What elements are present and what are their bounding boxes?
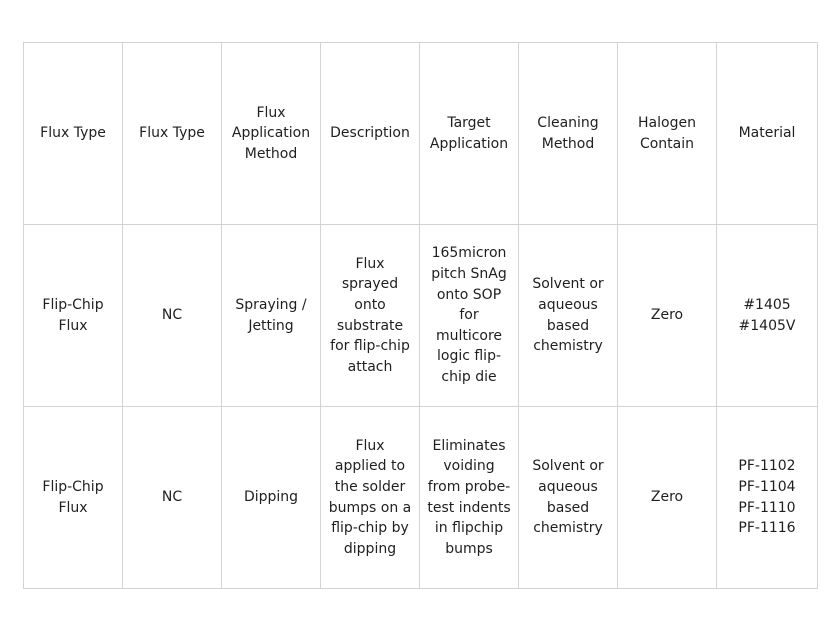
header-text: Cleaning bbox=[537, 114, 599, 131]
cell-text: Dipping bbox=[243, 489, 299, 506]
header-text: Halogen bbox=[638, 114, 696, 131]
cell-text: flip-chip by bbox=[331, 520, 409, 537]
cell-text: logic flip- bbox=[436, 348, 502, 365]
cell-text: aqueous bbox=[538, 296, 598, 313]
cell-target-application bbox=[420, 407, 519, 589]
header-text: Target bbox=[447, 114, 491, 131]
cell-text: chip die bbox=[441, 368, 497, 385]
header-text: Application bbox=[231, 125, 311, 142]
cell-description bbox=[321, 225, 420, 407]
header-cell-description bbox=[321, 43, 420, 225]
cell-target-application bbox=[420, 225, 519, 407]
cell-text: in flipchip bbox=[434, 520, 504, 537]
cell-text: Solvent or bbox=[532, 458, 604, 475]
cell-text: Flux bbox=[58, 317, 88, 334]
cell-text: chemistry bbox=[533, 520, 603, 537]
cell-text: the solder bbox=[334, 478, 406, 495]
header-text: Description bbox=[330, 125, 410, 142]
header-cell-application-method bbox=[222, 43, 321, 225]
cell-text: Jetting bbox=[248, 317, 294, 334]
cell-text: Solvent or bbox=[532, 276, 604, 293]
cell-text: Spraying / bbox=[235, 296, 307, 313]
header-text: Method bbox=[541, 135, 595, 152]
cell-text: for flip-chip bbox=[330, 338, 410, 355]
header-text: Flux Type bbox=[40, 125, 106, 142]
cell-text: from probe- bbox=[427, 478, 511, 495]
header-text: Flux bbox=[256, 104, 286, 121]
cell-description bbox=[321, 407, 420, 589]
cell-flux-type-2 bbox=[123, 225, 222, 407]
cell-text: Zero bbox=[650, 307, 684, 324]
header-text: Material bbox=[738, 125, 796, 142]
cell-text: Zero bbox=[650, 489, 684, 506]
header-text: Contain bbox=[639, 135, 695, 152]
header-text: Application bbox=[429, 135, 509, 152]
cell-flux-type bbox=[24, 407, 123, 589]
cell-text: based bbox=[546, 317, 590, 334]
cell-text: onto bbox=[354, 296, 386, 313]
cell-text: for bbox=[459, 307, 479, 324]
cell-text: dipping bbox=[343, 540, 397, 557]
cell-text: substrate bbox=[336, 317, 404, 334]
cell-text: applied to bbox=[334, 458, 406, 475]
cell-text: test indents bbox=[427, 499, 511, 516]
header-cell-flux-type-2 bbox=[123, 43, 222, 225]
cell-text: Flux bbox=[355, 255, 385, 272]
cell-text: Flux bbox=[58, 499, 88, 516]
cell-text: aqueous bbox=[538, 478, 598, 495]
cell-text: chemistry bbox=[533, 338, 603, 355]
cell-text: bumps on a bbox=[328, 499, 412, 516]
cell-material bbox=[717, 225, 818, 407]
cell-application-method bbox=[222, 407, 321, 589]
cell-text: NC bbox=[161, 489, 183, 506]
cell-cleaning-method bbox=[519, 225, 618, 407]
cell-text: PF-1102 bbox=[738, 458, 796, 475]
cell-text: pitch SnAg bbox=[431, 266, 507, 283]
cell-flux-type-2 bbox=[123, 407, 222, 589]
header-cell-flux-type bbox=[24, 43, 123, 225]
cell-halogen-contain bbox=[618, 407, 717, 589]
cell-text: based bbox=[546, 499, 590, 516]
cell-application-method bbox=[222, 225, 321, 407]
cell-material bbox=[717, 407, 818, 589]
cell-text: Flip-Chip bbox=[42, 478, 104, 495]
header-cell-material bbox=[717, 43, 818, 225]
cell-text: 165micron bbox=[431, 245, 507, 262]
header-text: Flux Type bbox=[139, 125, 205, 142]
cell-text: sprayed bbox=[341, 276, 399, 293]
cell-text: NC bbox=[161, 307, 183, 324]
header-row bbox=[24, 43, 818, 225]
cell-halogen-contain bbox=[618, 225, 717, 407]
cell-text: voiding bbox=[443, 458, 495, 475]
cell-text: bumps bbox=[445, 540, 493, 557]
cell-text: multicore bbox=[435, 327, 503, 344]
cell-text: PF-1104 bbox=[738, 478, 796, 495]
cell-text: Flip-Chip bbox=[42, 296, 104, 313]
header-cell-cleaning-method bbox=[519, 43, 618, 225]
cell-flux-type bbox=[24, 225, 123, 407]
cell-text: #1405 bbox=[743, 296, 791, 313]
header-cell-target-application bbox=[420, 43, 519, 225]
table-row bbox=[24, 225, 818, 407]
table-row bbox=[24, 407, 818, 589]
header-text: Method bbox=[244, 145, 298, 162]
cell-text: PF-1110 bbox=[738, 499, 796, 516]
cell-text: attach bbox=[347, 358, 393, 375]
cell-text: onto SOP bbox=[436, 286, 502, 303]
cell-text: Eliminates bbox=[432, 437, 506, 454]
cell-text: Flux bbox=[355, 437, 385, 454]
cell-cleaning-method bbox=[519, 407, 618, 589]
cell-text: PF-1116 bbox=[738, 520, 796, 537]
header-cell-halogen-contain bbox=[618, 43, 717, 225]
cell-text: #1405V bbox=[738, 317, 796, 334]
flux-comparison-table bbox=[23, 42, 818, 589]
